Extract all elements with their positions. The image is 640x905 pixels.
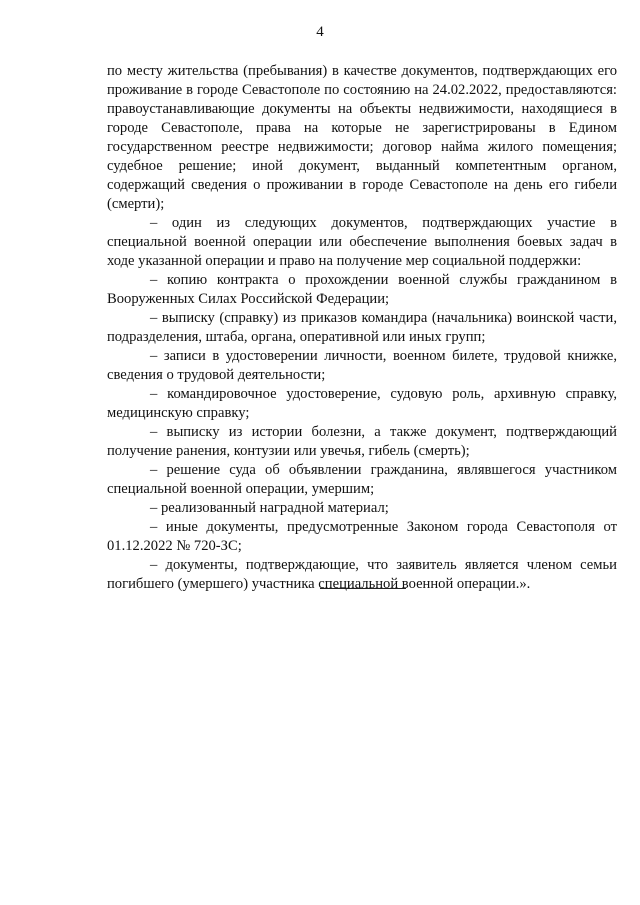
paragraph-svo-participation-documents: – один из следующих документов, подтверждающих участие в специальной военной операции или обеспечение выполнения боевых задач в ходе указанной операции и право на получение мер социальной поддержки: [107,215,617,269]
list-item-family-membership-documents: – документы, подтверждающие, что заявитель является членом семьи погибшего (умершего) участника специальной военной операции.». [107,557,617,592]
list-item-order-extract: – выписку (справку) из приказов командира (начальника) воинской части, подразделения, штаба, органа, оперативной или иных групп; [107,310,617,345]
list-item-other-documents: – иные документы, предусмотренные Законом города Севастополя от 01.12.2022 № 720-ЗС; [107,519,617,554]
list-item-travel-certificate: – командировочное удостоверение, судовую роль, архивную справку, медицинскую справку; [107,386,617,421]
document-body [107,62,617,594]
separator-line [320,588,406,589]
list-item-id-records: – записи в удостоверении личности, военном билете, трудовой книжке, сведения о трудовой деятельности; [107,348,617,383]
list-item-court-decision: – решение суда об объявлении гражданина, являвшегося участником специальной военной операции, умершим; [107,462,617,497]
list-item-medical-history-extract: – выписку из истории болезни, а также документ, подтверждающий получение ранения, контузии или увечья, гибель (смерть); [107,424,617,459]
paragraph-residence-documents: по месту жительства (пребывания) в качестве документов, подтверждающих его проживание в городе Севастополе по состоянию на 24.02.2022, предоставляются: правоустанавливающие документы на объекты недвижимости, находящиеся в городе Севастополе, права на которые не зарегистрированы в Едином государственном реестре недвижимости; договор найма жилого помещения; судебное решение; иной документ, выданный компетентным органом, содержащий сведения о проживании в городе Севастополе на день его гибели (смерти); [107,63,617,212]
page-number: 4 [316,24,324,40]
list-item-contract-copy: – копию контракта о прохождении военной службы гражданином в Вооруженных Силах Российской Федерации; [107,272,617,307]
list-item-award-material: – реализованный наградной материал; [150,500,389,516]
